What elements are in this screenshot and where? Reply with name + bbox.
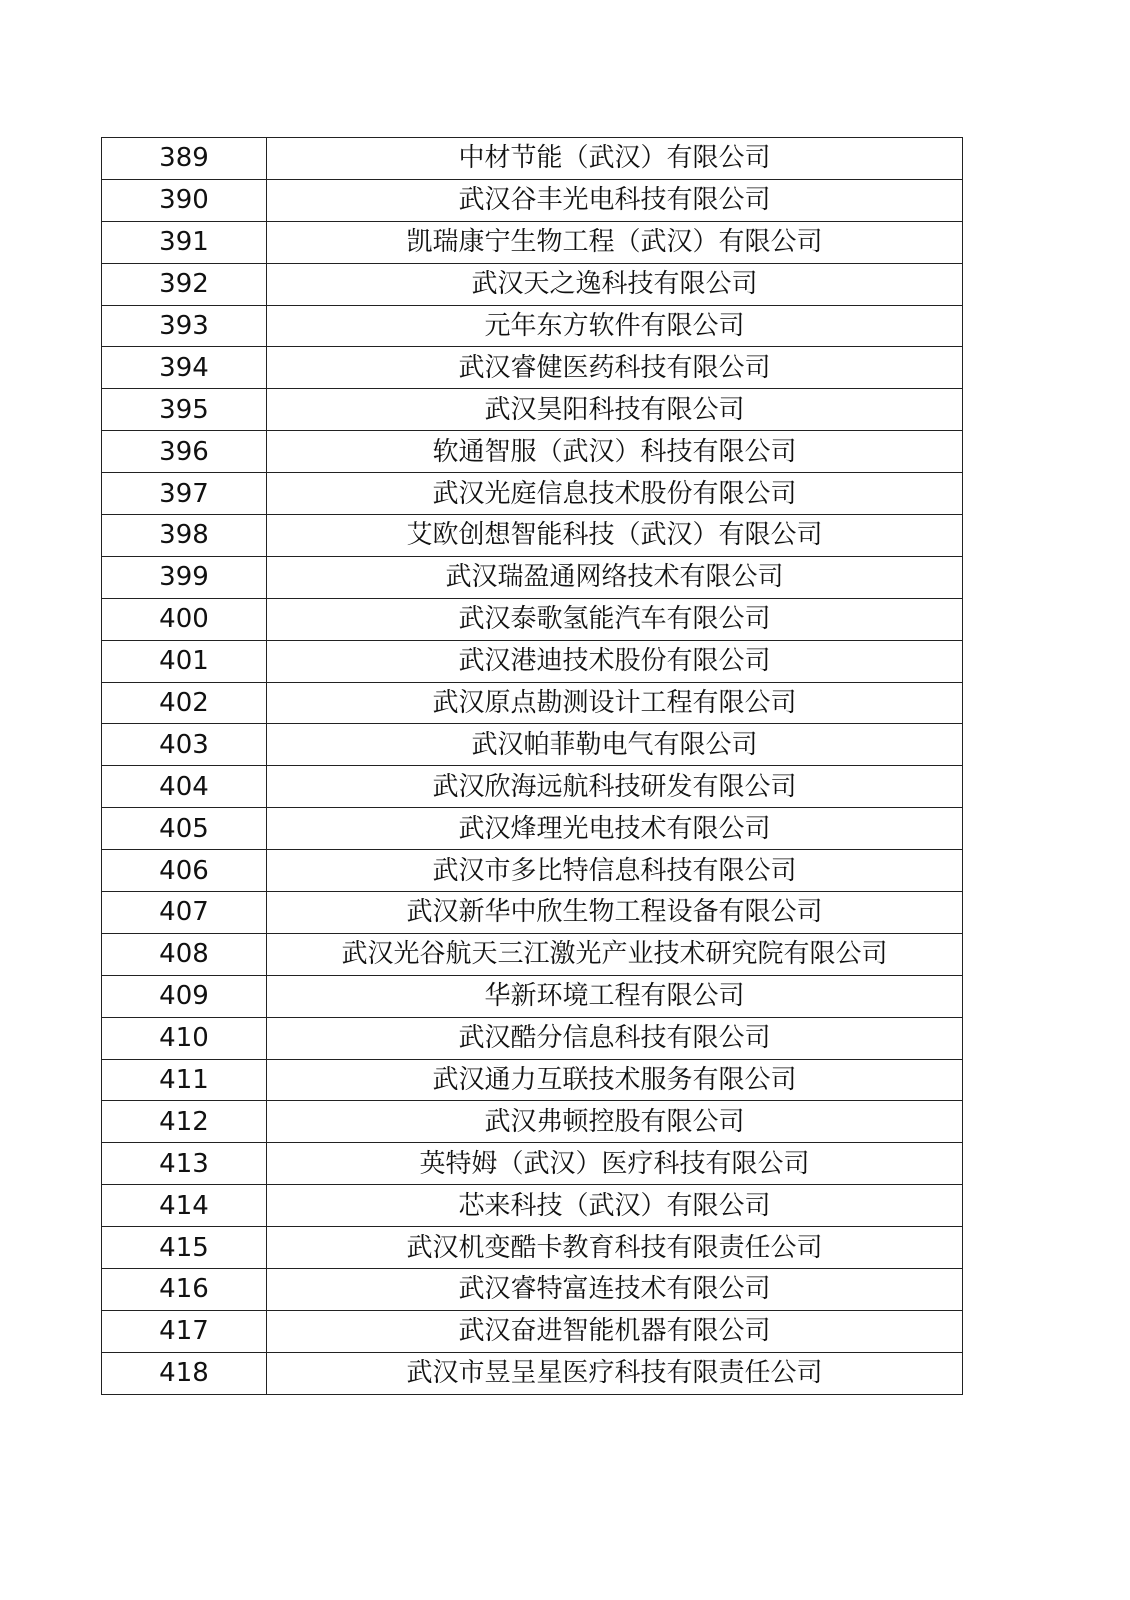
company-name-cell: 武汉瑞盈通网络技术有限公司 — [267, 556, 963, 598]
table-row — [102, 1310, 963, 1352]
table-row — [102, 1143, 963, 1185]
row-number-cell: 396 — [102, 431, 267, 473]
company-name-cell: 中材节能（武汉）有限公司 — [267, 138, 963, 180]
company-name-cell: 武汉通力互联技术服务有限公司 — [267, 1059, 963, 1101]
row-number-cell: 409 — [102, 975, 267, 1017]
table-row — [102, 682, 963, 724]
company-name-cell: 武汉昊阳科技有限公司 — [267, 389, 963, 431]
company-list-table — [101, 137, 963, 1395]
row-number-cell: 403 — [102, 724, 267, 766]
row-number-cell: 392 — [102, 263, 267, 305]
company-name-cell: 武汉谷丰光电科技有限公司 — [267, 179, 963, 221]
row-number-cell: 389 — [102, 138, 267, 180]
company-name-cell: 凯瑞康宁生物工程（武汉）有限公司 — [267, 221, 963, 263]
row-number-cell: 416 — [102, 1269, 267, 1311]
table-row — [102, 808, 963, 850]
row-number-cell: 405 — [102, 808, 267, 850]
row-number-cell: 413 — [102, 1143, 267, 1185]
row-number-cell: 394 — [102, 347, 267, 389]
company-name-cell: 软通智服（武汉）科技有限公司 — [267, 431, 963, 473]
row-number-cell: 395 — [102, 389, 267, 431]
company-name-cell: 武汉市昱呈星医疗科技有限责任公司 — [267, 1352, 963, 1394]
row-number-cell: 401 — [102, 640, 267, 682]
row-number-cell: 408 — [102, 933, 267, 975]
company-name-cell: 武汉睿特富连技术有限公司 — [267, 1269, 963, 1311]
company-name-cell: 武汉光谷航天三江激光产业技术研究院有限公司 — [267, 933, 963, 975]
table-row — [102, 221, 963, 263]
row-number-cell: 406 — [102, 850, 267, 892]
row-number-cell: 390 — [102, 179, 267, 221]
row-number-cell: 393 — [102, 305, 267, 347]
row-number-cell: 414 — [102, 1185, 267, 1227]
table-row — [102, 263, 963, 305]
row-number-cell: 412 — [102, 1101, 267, 1143]
company-name-cell: 武汉原点勘测设计工程有限公司 — [267, 682, 963, 724]
table-row — [102, 305, 963, 347]
table-row — [102, 640, 963, 682]
row-number-cell: 391 — [102, 221, 267, 263]
table-row — [102, 850, 963, 892]
table-row — [102, 179, 963, 221]
company-name-cell: 武汉新华中欣生物工程设备有限公司 — [267, 892, 963, 934]
row-number-cell: 415 — [102, 1227, 267, 1269]
company-name-cell: 芯来科技（武汉）有限公司 — [267, 1185, 963, 1227]
table-row — [102, 1269, 963, 1311]
table-row — [102, 473, 963, 515]
table-row — [102, 975, 963, 1017]
table-row — [102, 1101, 963, 1143]
company-name-cell: 元年东方软件有限公司 — [267, 305, 963, 347]
row-number-cell: 402 — [102, 682, 267, 724]
company-name-cell: 武汉奋进智能机器有限公司 — [267, 1310, 963, 1352]
company-name-cell: 武汉帕菲勒电气有限公司 — [267, 724, 963, 766]
company-name-cell: 武汉港迪技术股份有限公司 — [267, 640, 963, 682]
row-number-cell: 417 — [102, 1310, 267, 1352]
table-row — [102, 1352, 963, 1394]
table-row — [102, 1059, 963, 1101]
table-row — [102, 515, 963, 557]
row-number-cell: 400 — [102, 598, 267, 640]
company-name-cell: 华新环境工程有限公司 — [267, 975, 963, 1017]
row-number-cell: 410 — [102, 1017, 267, 1059]
table-row — [102, 766, 963, 808]
row-number-cell: 404 — [102, 766, 267, 808]
table-row — [102, 892, 963, 934]
row-number-cell: 398 — [102, 515, 267, 557]
company-name-cell: 武汉机变酷卡教育科技有限责任公司 — [267, 1227, 963, 1269]
table-row — [102, 431, 963, 473]
table-row — [102, 556, 963, 598]
company-name-cell: 武汉市多比特信息科技有限公司 — [267, 850, 963, 892]
company-name-cell: 武汉酷分信息科技有限公司 — [267, 1017, 963, 1059]
row-number-cell: 418 — [102, 1352, 267, 1394]
row-number-cell: 397 — [102, 473, 267, 515]
table-row — [102, 933, 963, 975]
table-row — [102, 138, 963, 180]
company-name-cell: 武汉烽理光电技术有限公司 — [267, 808, 963, 850]
company-name-cell: 武汉欣海远航科技研发有限公司 — [267, 766, 963, 808]
table-row — [102, 1185, 963, 1227]
company-name-cell: 武汉睿健医药科技有限公司 — [267, 347, 963, 389]
table-row — [102, 724, 963, 766]
row-number-cell: 399 — [102, 556, 267, 598]
row-number-cell: 411 — [102, 1059, 267, 1101]
row-number-cell: 407 — [102, 892, 267, 934]
table-row — [102, 389, 963, 431]
table-row — [102, 598, 963, 640]
company-list-body — [102, 138, 963, 1395]
company-name-cell: 英特姆（武汉）医疗科技有限公司 — [267, 1143, 963, 1185]
table-row — [102, 347, 963, 389]
company-name-cell: 艾欧创想智能科技（武汉）有限公司 — [267, 515, 963, 557]
company-name-cell: 武汉天之逸科技有限公司 — [267, 263, 963, 305]
company-name-cell: 武汉弗顿控股有限公司 — [267, 1101, 963, 1143]
company-name-cell: 武汉泰歌氢能汽车有限公司 — [267, 598, 963, 640]
table-row — [102, 1017, 963, 1059]
company-name-cell: 武汉光庭信息技术股份有限公司 — [267, 473, 963, 515]
table-row — [102, 1227, 963, 1269]
